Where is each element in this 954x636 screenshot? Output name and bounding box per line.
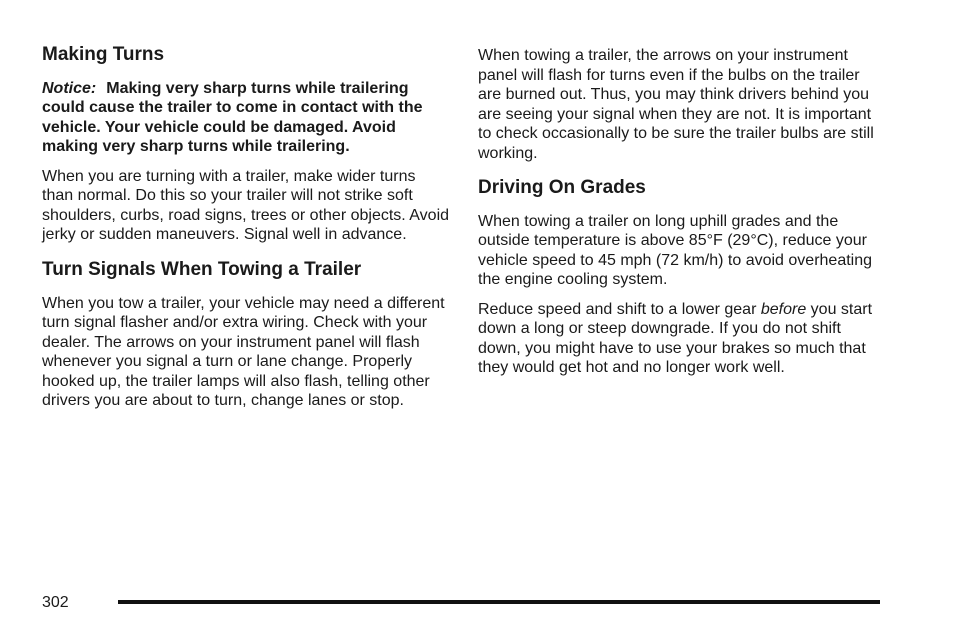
notice-paragraph <box>42 79 450 157</box>
uphill-paragraph: When towing a trailer on long uphill grades and the outside temperature is above 85°F (29°C), reduce your vehicle speed to 45 mph (72 km/h) to avoid overheating the engine cooling system. <box>478 212 873 289</box>
heading-turn-signals: Turn Signals When Towing a Trailer <box>42 258 362 280</box>
turn-signals-paragraph: When you tow a trailer, your vehicle may need a different turn signal flasher and/or extra wiring. Check with your dealer. The arrows on your instrument panel will flash whenever you signal a turn or lane change. Properly hooked up, the trailer lamps will also flash, telling other drivers you are about to turn, change lanes or stop. <box>42 294 445 410</box>
downgrade-text-start: Reduce speed and shift to a lower gear <box>478 300 761 318</box>
arrows-paragraph: When towing a trailer, the arrows on your instrument panel will flash for turns even if the bulbs on the trailer are burned out. Thus, you may think drivers behind you are seeing your signal when they are not. It is important to check occasionally to be sure the trailer bulbs are still working. <box>478 47 874 162</box>
turning-paragraph: When you are turning with a trailer, make wider turns than normal. Do this so your trailer will not strike soft shoulders, curbs, road signs, trees or other objects. Avoid jerky or sudden maneuvers. Signal well in advance. <box>42 167 450 244</box>
right-column <box>478 44 886 388</box>
heading-driving-on-grades: Driving On Grades <box>478 177 646 198</box>
footer-rule <box>118 600 880 604</box>
downgrade-paragraph <box>478 300 886 378</box>
downgrade-text-end: you start down a long or steep downgrade. If you do not shift down, you might have to use your brakes so much that they would get hot and no longer work well. <box>478 300 873 377</box>
emphasis-before: before <box>760 300 807 318</box>
heading-making-turns: Making Turns <box>42 44 165 65</box>
notice-text: Making very sharp turns while trailering could cause the trailer to come in contact with the vehicle. Your vehicle could be damaged. Avoid making very sharp turns while trailering. <box>42 79 423 156</box>
left-column <box>42 44 450 421</box>
notice-label: Notice: <box>42 79 97 97</box>
page-number: 302 <box>42 594 69 611</box>
